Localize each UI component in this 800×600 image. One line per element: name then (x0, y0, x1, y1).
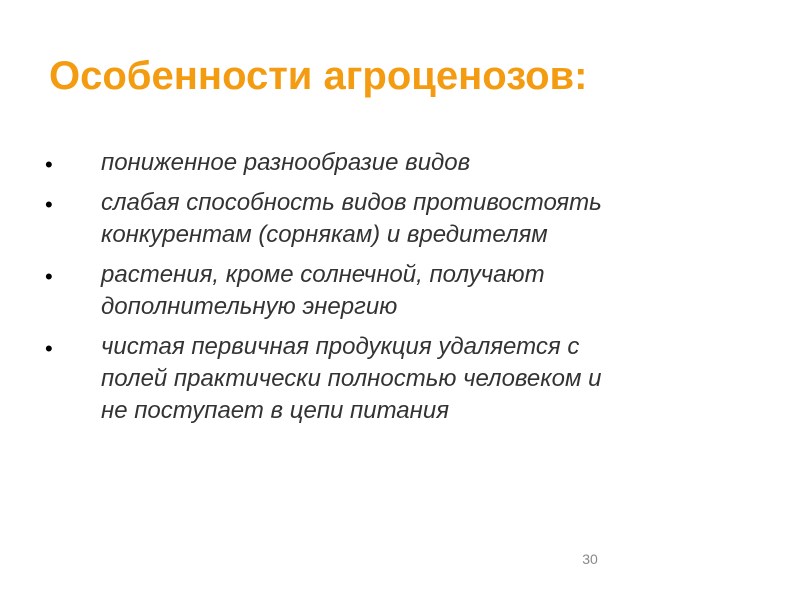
slide-title: Особенности агроценозов: (49, 54, 588, 98)
bullet-text (101, 187, 761, 251)
bullet-line: слабая способность видов противостоять (101, 189, 602, 216)
bullet-item (0, 187, 800, 251)
bullet-line: полей практически полностью человеком и (101, 365, 602, 392)
bullet-line: конкурентам (сорнякам) и вредителям (101, 221, 548, 248)
bullet-dot-icon: • (45, 336, 53, 361)
bullet-item (0, 147, 800, 179)
bullet-dot-icon: • (45, 152, 53, 177)
bullet-line: чистая первичная продукция удаляется с (101, 333, 580, 360)
bullet-dot-icon: • (45, 192, 53, 217)
bullet-list (0, 147, 800, 435)
bullet-text (101, 147, 761, 179)
bullet-line: пониженное разнообразие видов (101, 149, 471, 176)
bullet-text (101, 259, 761, 323)
page-number: 30 (582, 551, 598, 567)
bullet-line: растения, кроме солнечной, получают (101, 261, 545, 288)
bullet-line: не поступает в цепи питания (101, 397, 450, 424)
bullet-line: дополнительную энергию (101, 293, 398, 320)
bullet-item (0, 259, 800, 323)
bullet-text (101, 331, 761, 427)
bullet-dot-icon: • (45, 264, 53, 289)
bullet-item (0, 331, 800, 427)
